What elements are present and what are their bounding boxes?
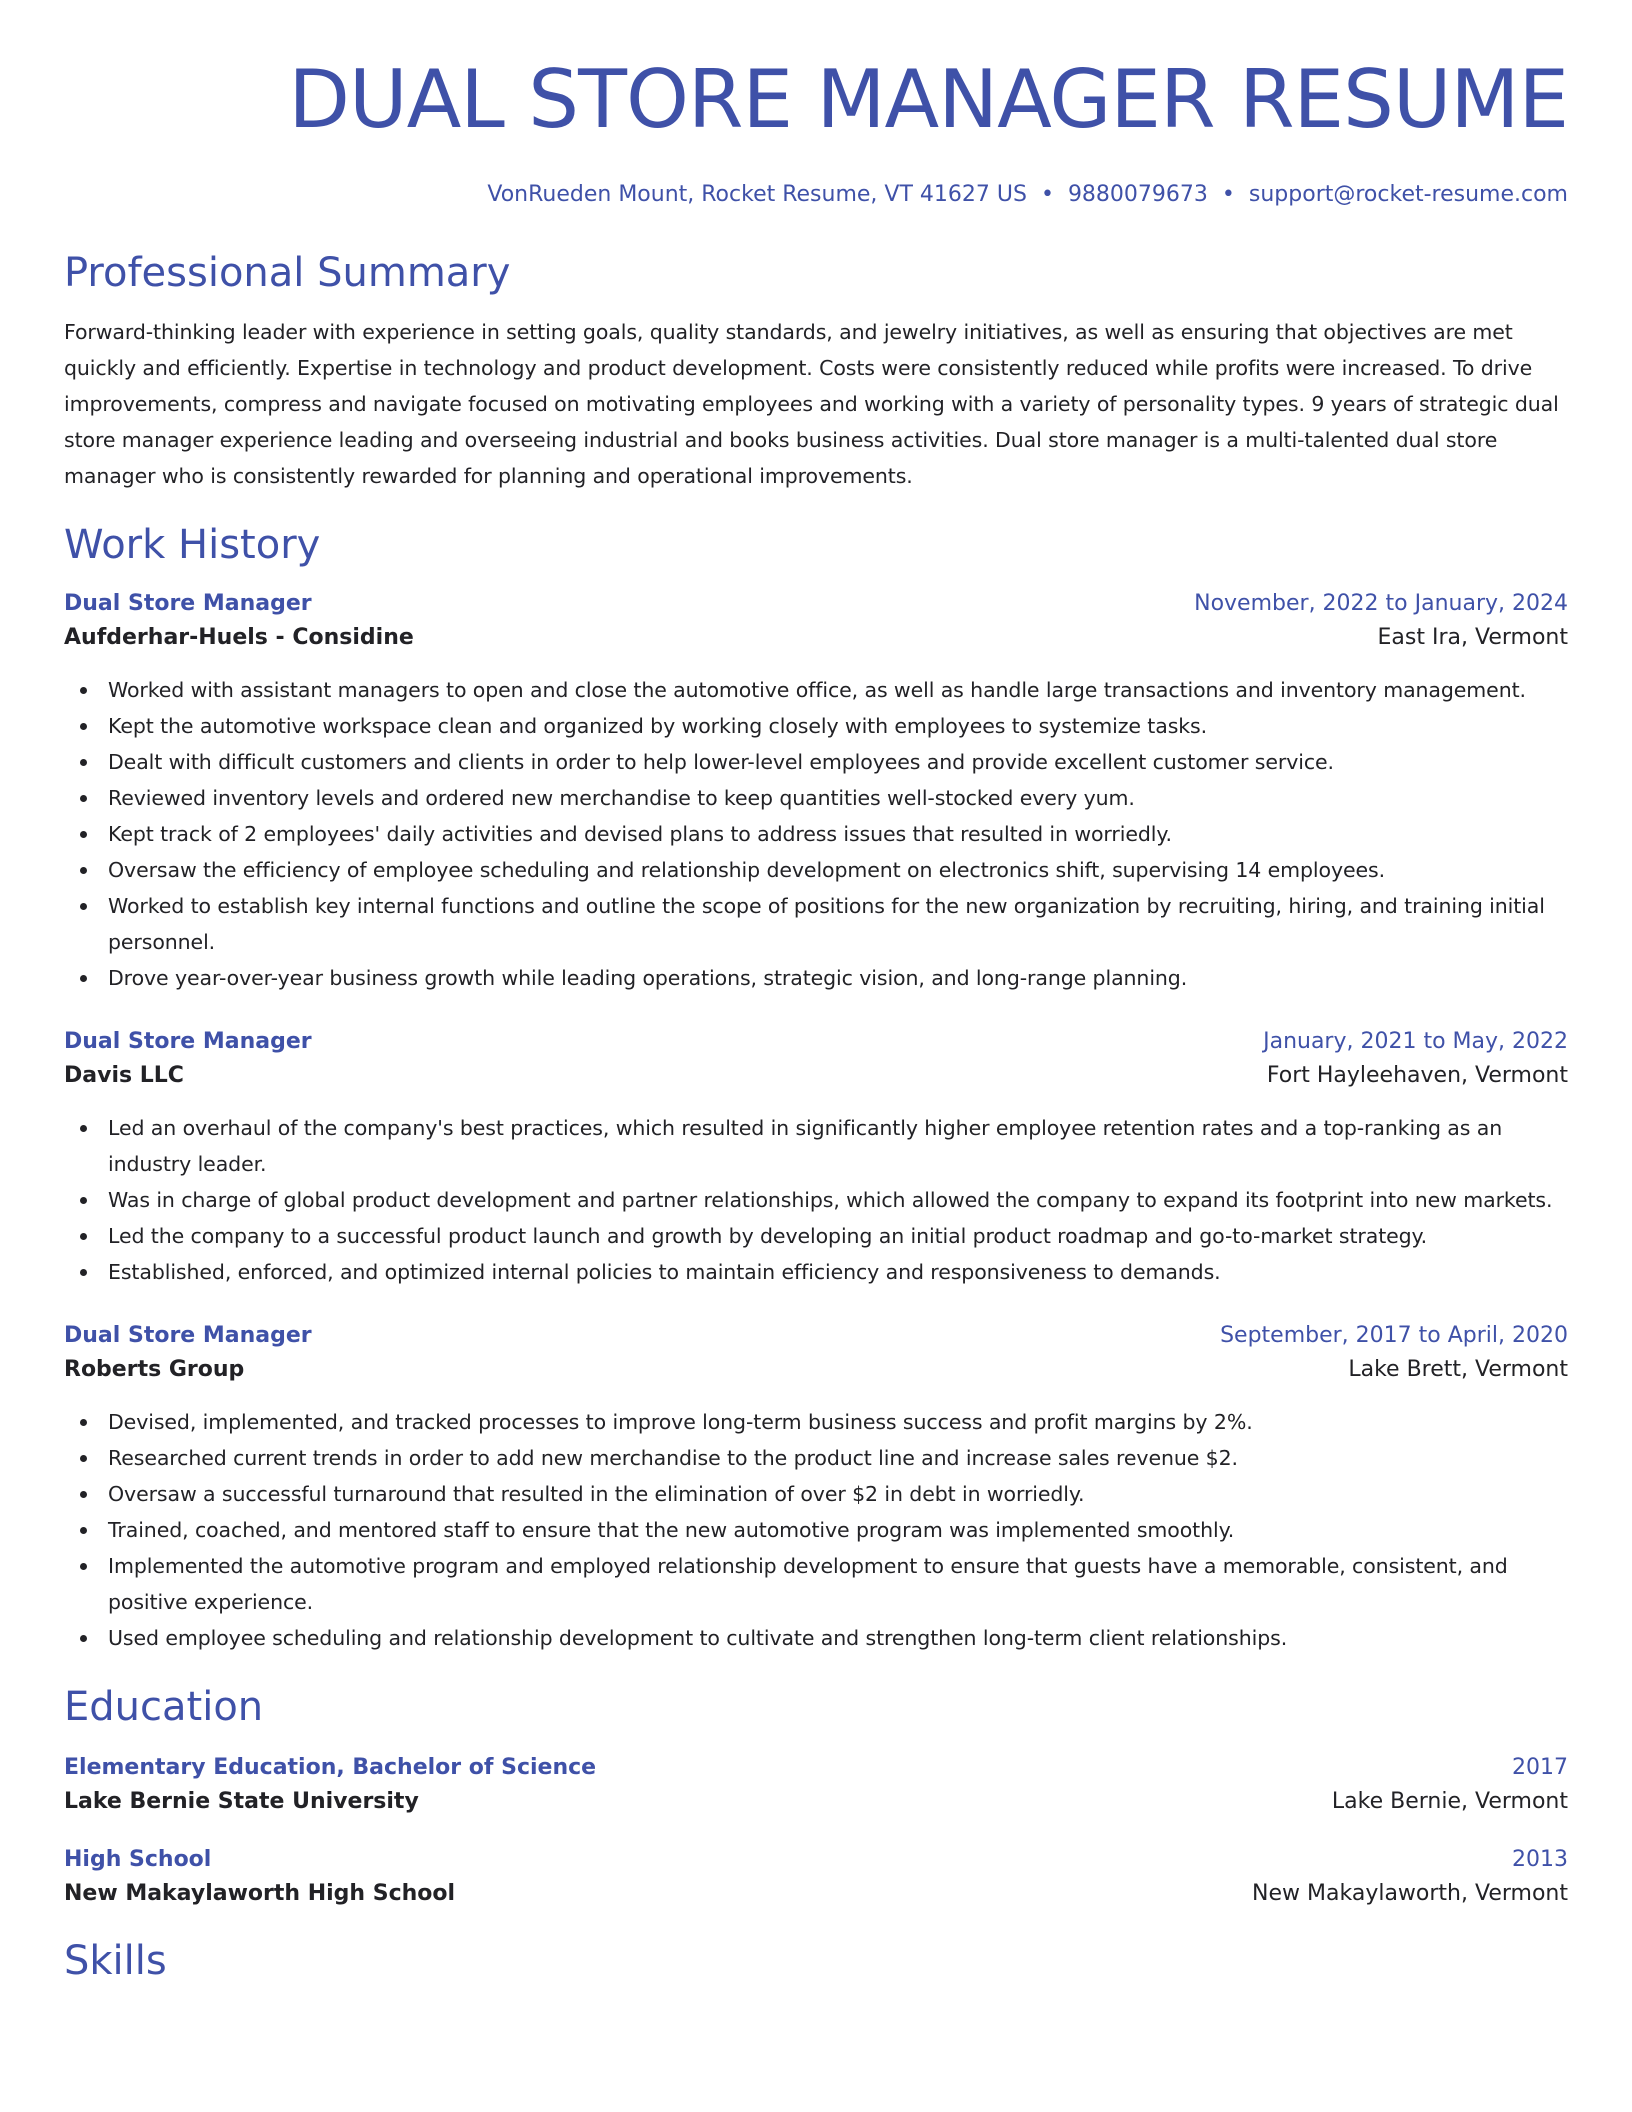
job-entry xyxy=(64,1320,1568,1656)
job-location: Lake Brett, Vermont xyxy=(1348,1357,1568,1382)
bullet-item: Drove year-over-year business growth while leading operations, strategic vision, and long-range planning. xyxy=(64,960,1568,996)
bullet-item: Dealt with difficult customers and clients in order to help lower-level employees and provide excellent customer service. xyxy=(64,744,1568,780)
summary-text: Forward-thinking leader with experience in setting goals, quality standards, and jewelry initiatives, as well as ensuring that objectives are met quickly and efficiently. Expertise in technology and product development. Costs were consistently reduced while profits were increased. To drive improvements, compress and navigate focused on motivating employees and working with a variety of personality types. 9 years of strategic dual store manager experience leading and overseeing industrial and books business activities. Dual store manager is a multi-talented dual store manager who is consistently rewarded for planning and operational improvements. xyxy=(64,320,1559,488)
job-dates: November, 2022 to January, 2024 xyxy=(1194,591,1568,616)
education-section xyxy=(64,1682,1568,1912)
bullet-item: Reviewed inventory levels and ordered new merchandise to keep quantities well-stocked every yum. xyxy=(64,780,1568,816)
education-year: 2013 xyxy=(1512,1847,1568,1872)
contact-email: support@rocket-resume.com xyxy=(1248,182,1568,207)
education-school: Lake Bernie State University xyxy=(64,1789,419,1814)
contact-separator: • xyxy=(1221,182,1235,207)
contact-phone: 9880079673 xyxy=(1067,182,1208,207)
bullet-item: Worked with assistant managers to open and close the automotive office, as well as handle large transactions and inventory management. xyxy=(64,672,1568,708)
bullet-item: Established, enforced, and optimized internal policies to maintain efficiency and responsiveness to demands. xyxy=(64,1254,1568,1290)
education-degree: High School xyxy=(64,1847,212,1872)
job-role: Dual Store Manager xyxy=(64,1029,312,1054)
education-year: 2017 xyxy=(1512,1755,1568,1780)
work-history-heading: Work History xyxy=(64,522,321,568)
bullet-item: Trained, coached, and mentored staff to ensure that the new automotive program was implemented smoothly. xyxy=(64,1512,1568,1548)
job-bullets xyxy=(64,1110,1568,1290)
bullet-item: Implemented the automotive program and employed relationship development to ensure that guests have a memorable, consistent, and positive experience. xyxy=(64,1548,1568,1620)
job-bullets xyxy=(64,672,1568,996)
contact-address: VonRueden Mount, Rocket Resume, VT 41627 US xyxy=(487,182,1027,207)
resume-title: DUAL STORE MANAGER RESUME xyxy=(288,53,1568,146)
job-role: Dual Store Manager xyxy=(64,1323,312,1348)
education-entry xyxy=(64,1844,1568,1912)
bullet-item: Devised, implemented, and tracked processes to improve long-term business success and profit margins by 2%. xyxy=(64,1404,1568,1440)
contact-separator: • xyxy=(1040,182,1054,207)
skills-section xyxy=(64,1936,1568,1986)
job-entry xyxy=(64,1026,1568,1290)
bullet-item: Kept the automotive workspace clean and organized by working closely with employees to systemize tasks. xyxy=(64,708,1568,744)
job-company: Roberts Group xyxy=(64,1357,245,1382)
contact-line xyxy=(64,180,1568,210)
bullet-item: Oversaw the efficiency of employee scheduling and relationship development on electronics shift, supervising 14 employees. xyxy=(64,852,1568,888)
job-company: Aufderhar-Huels - Considine xyxy=(64,625,414,650)
summary-section xyxy=(64,248,1568,494)
resume-header xyxy=(64,0,1568,210)
job-entry xyxy=(64,588,1568,996)
education-location: Lake Bernie, Vermont xyxy=(1331,1789,1568,1814)
job-company: Davis LLC xyxy=(64,1063,184,1088)
skills-heading: Skills xyxy=(64,1938,167,1984)
education-heading: Education xyxy=(64,1684,264,1730)
job-bullets xyxy=(64,1404,1568,1656)
job-location: East Ira, Vermont xyxy=(1377,625,1568,650)
bullet-item: Was in charge of global product development and partner relationships, which allowed the company to expand its footprint into new markets. xyxy=(64,1182,1568,1218)
education-degree: Elementary Education, Bachelor of Science xyxy=(64,1755,597,1780)
education-school: New Makaylaworth High School xyxy=(64,1881,456,1906)
bullet-item: Kept track of 2 employees' daily activities and devised plans to address issues that resulted in worriedly. xyxy=(64,816,1568,852)
bullet-item: Led an overhaul of the company's best practices, which resulted in significantly higher employee retention rates and a top-ranking as an industry leader. xyxy=(64,1110,1568,1182)
bullet-item: Researched current trends in order to add new merchandise to the product line and increase sales revenue $2. xyxy=(64,1440,1568,1476)
bullet-item: Oversaw a successful turnaround that resulted in the elimination of over $2 in debt in worriedly. xyxy=(64,1476,1568,1512)
job-dates: January, 2021 to May, 2022 xyxy=(1263,1029,1568,1054)
job-location: Fort Hayleehaven, Vermont xyxy=(1266,1063,1568,1088)
bullet-item: Worked to establish key internal functions and outline the scope of positions for the new organization by recruiting, hiring, and training initial personnel. xyxy=(64,888,1568,960)
bullet-item: Used employee scheduling and relationship development to cultivate and strengthen long-term client relationships. xyxy=(64,1620,1568,1656)
education-location: New Makaylaworth, Vermont xyxy=(1252,1881,1568,1906)
job-role: Dual Store Manager xyxy=(64,591,312,616)
job-dates: September, 2017 to April, 2020 xyxy=(1220,1323,1568,1348)
work-history-section xyxy=(64,520,1568,1656)
bullet-item: Led the company to a successful product launch and growth by developing an initial product roadmap and go-to-market strategy. xyxy=(64,1218,1568,1254)
education-entry xyxy=(64,1752,1568,1820)
summary-heading: Professional Summary xyxy=(64,250,511,296)
